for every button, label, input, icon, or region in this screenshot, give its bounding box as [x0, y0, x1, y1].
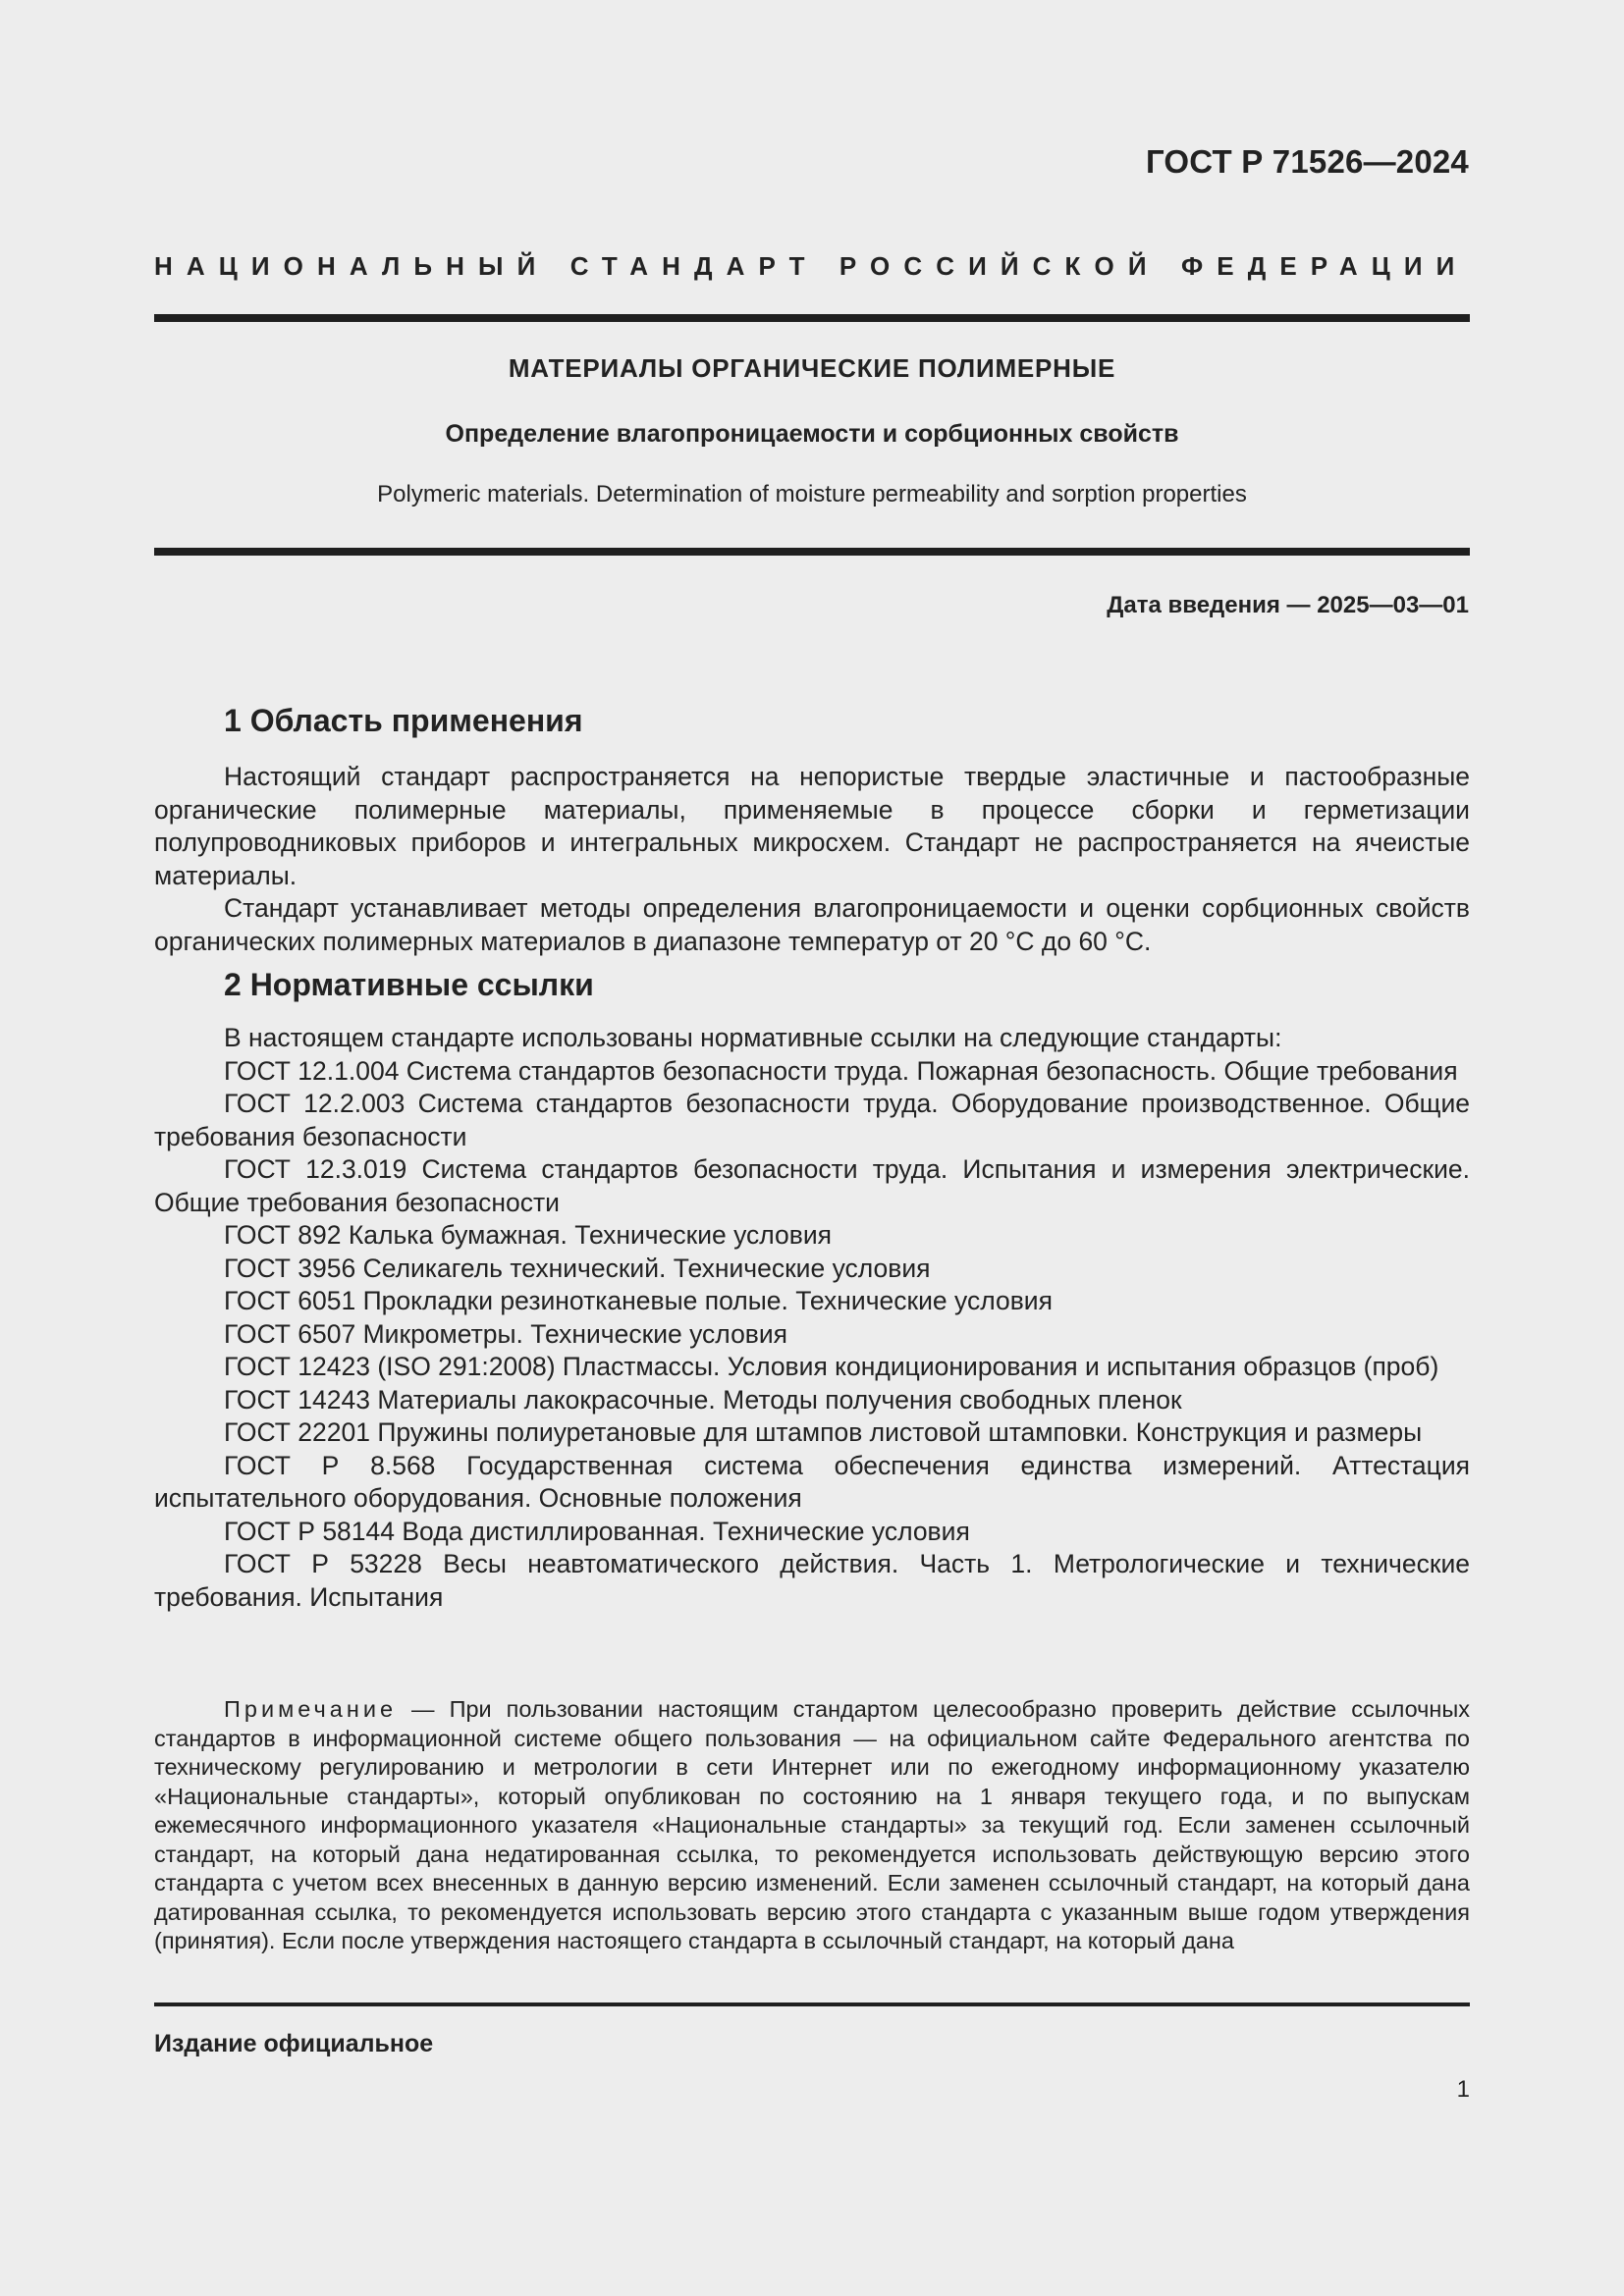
standard-subtitle: Определение влагопроницаемости и сорбционных свойств [445, 420, 1179, 448]
paragraph: В настоящем стандарте использованы нормативные ссылки на следующие стандарты: [224, 1023, 1282, 1052]
reference-item: ГОСТ Р 58144 Вода дистиллированная. Технические условия [224, 1516, 970, 1546]
reference-item: ГОСТ 892 Калька бумажная. Технические условия [224, 1220, 833, 1250]
note-label: Примечание [224, 1696, 398, 1722]
section-heading: 2 Нормативные ссылки [224, 967, 594, 1002]
reference-item: ГОСТ Р 8.568 Государственная система обеспечения единства измерений. Аттестация испытательного оборудования. Основные положения [154, 1450, 1470, 1513]
reference-item: ГОСТ Р 53228 Весы неавтоматического действия. Часть 1. Метрологические и технические требования. Испытания [154, 1549, 1470, 1612]
reference-item: ГОСТ 12.2.003 Система стандартов безопасности труда. Оборудование производственное. Общие требования безопасности [154, 1089, 1470, 1151]
note-text: — При пользовании настоящим стандартом целесообразно проверить действие ссылочных стандартов в информационной системе общего пользования — на официальном сайте Федерального агентства по техническому регулированию и метрологии в сети Интернет или по ежегодному информационному указателю «Национальные стандарты», который опубликован по состоянию на 1 января текущего года, и по выпускам ежемесячного информационного указателя «Национальные стандарты» за текущий год. Если заменен ссылочный стандарт, на который дана недатированная ссылка, то рекомендуется использовать действующую версию этого стандарта с учетом всех внесенных в данную версию изменений. Если заменен ссылочный стандарт, на который дана датированная ссылка, то рекомендуется использовать версию этого стандарта с указанным выше годом утверждения (принятия). Если после утверждения настоящего стандарта в ссылочный стандарт, на который дана [154, 1696, 1470, 1953]
footer-rule [154, 2002, 1470, 2006]
national-standard-banner: НАЦИОНАЛЬНЫЙ СТАНДАРТ РОССИЙСКОЙ ФЕДЕРАЦИИ [154, 251, 1469, 281]
reference-item: ГОСТ 22201 Пружины полиуретановые для штампов листовой штамповки. Конструкция и размеры [224, 1417, 1423, 1447]
section-scope [154, 703, 1470, 958]
paragraph: Стандарт устанавливает методы определения влагопроницаемости и оценки сорбционных свойств органических полимерных материалов в диапазоне температур от 20 °С до 60 °С. [154, 893, 1470, 956]
title-bottom-rule [154, 548, 1470, 556]
introduction-date: Дата введения — 2025—03—01 [1107, 592, 1469, 618]
standard-title: МАТЕРИАЛЫ ОРГАНИЧЕСКИЕ ПОЛИМЕРНЫЕ [508, 353, 1116, 383]
note [154, 1695, 1470, 1956]
section-normative-references [154, 967, 1470, 1614]
reference-item: ГОСТ 12.1.004 Система стандартов безопасности труда. Пожарная безопасность. Общие требования [224, 1055, 1458, 1086]
paragraph: Настоящий стандарт распространяется на непористые твердые эластичные и пастообразные органические полимерные материалы, применяемые в процессе сборки и герметизации полупроводниковых приборов и интегральных микросхем. Стандарт не распространяется на ячеистые материалы. [154, 762, 1470, 890]
reference-item: ГОСТ 3956 Селикагель технический. Технические условия [224, 1253, 931, 1283]
reference-item: ГОСТ 6051 Прокладки резинотканевые полые. Технические условия [224, 1286, 1053, 1315]
top-rule [154, 314, 1470, 322]
reference-item: ГОСТ 14243 Материалы лакокрасочные. Методы получения свободных пленок [224, 1384, 1182, 1415]
official-edition-label: Издание официальное [154, 2030, 434, 2057]
reference-item: ГОСТ 12423 (ISO 291:2008) Пластмассы. Условия кондиционирования и испытания образцов (проб) [224, 1352, 1439, 1381]
section-heading: 1 Область применения [224, 703, 583, 738]
document-code: ГОСТ Р 71526—2024 [1145, 143, 1469, 180]
reference-item: ГОСТ 6507 Микрометры. Технические условия [224, 1318, 788, 1349]
reference-item: ГОСТ 12.3.019 Система стандартов безопасности труда. Испытания и измерения электрические. Общие требования безопасности [154, 1154, 1470, 1217]
standard-title-english: Polymeric materials. Determination of moisture permeability and sorption properties [377, 481, 1247, 507]
page-number: 1 [1456, 2076, 1470, 2103]
